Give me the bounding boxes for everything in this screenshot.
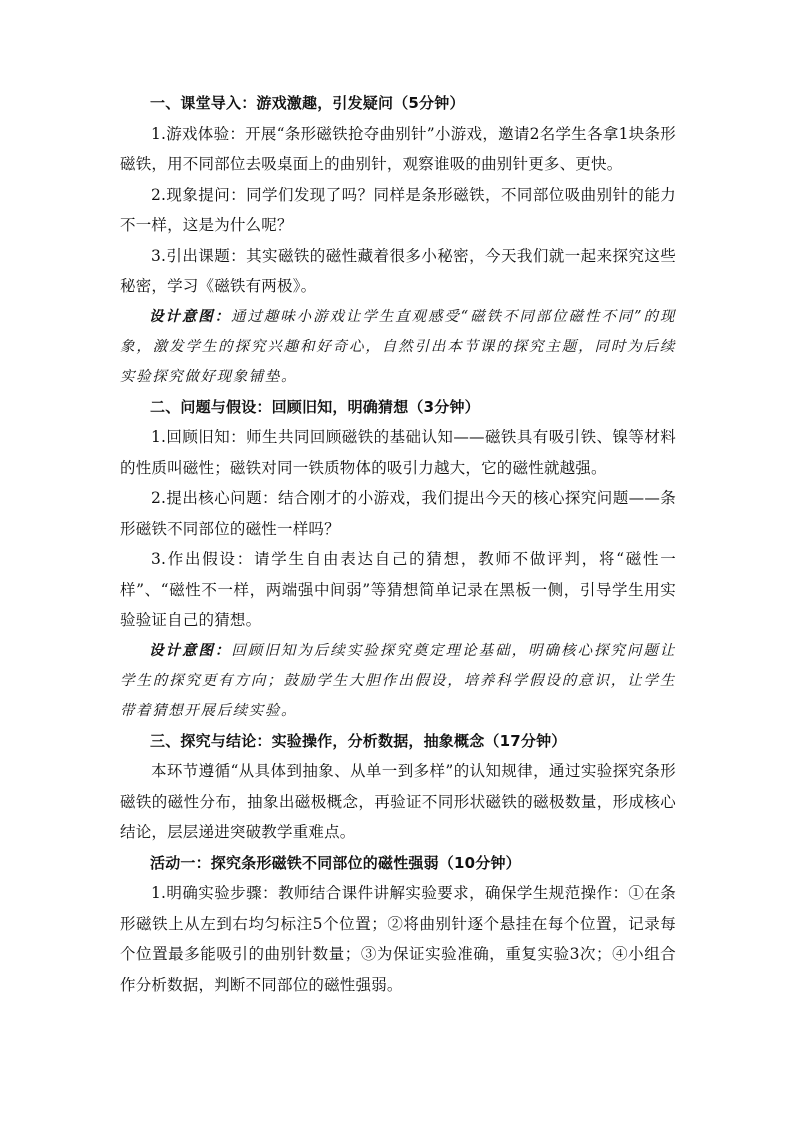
section-heading-3: 三、探究与结论：实验操作，分析数据，抽象概念（17分钟） (150, 731, 567, 750)
design-intent-label: 设计意图： (149, 641, 232, 659)
paragraph-3-1: 本环节遵循“从具体到抽象、从单一到多样”的认知规律，通过实验探究条形磁铁的磁性分布，抽象出磁极概念，再验证不同形状磁铁的磁极数量，形成核心结论，层层递进突破教学重难点。 (120, 762, 676, 841)
section-heading-1: 一、课堂导入：游戏激趣，引发疑问（5分钟） (150, 94, 465, 112)
paragraph-4-1: 1.明确实验步骤：教师结合课件讲解实验要求，确保学生规范操作：①在条形磁铁上从左到右均匀标注5个位置；②将曲别针逐个悬挂在每个位置，记录每个位置最多能吸引的曲别针数量；③为保证实验准确，重复实验3次；④小组合作分析数据，判断不同部位的磁性强弱。 (120, 884, 676, 994)
design-intent-text: 回顾旧知为后续实验探究奠定理论基础，明确核心探究问题让学生的探究更有方向；鼓励学生大胆作出假设，培养科学假设的意识，让学生带着猜想开展后续实验。 (120, 642, 676, 719)
activity-heading-1: 活动一：探究条形磁铁不同部位的磁性强弱（10分钟） (150, 853, 521, 872)
paragraph-1-1: 1.游戏体验：开展“条形磁铁抢夺曲别针”小游戏，邀请2名学生各拿1块条形磁铁，用不同部位去吸桌面上的曲别针，观察谁吸的曲别针更多、更快。 (120, 124, 676, 173)
design-intent-1 (120, 302, 676, 392)
design-intent-label: 设计意图： (149, 307, 232, 325)
design-intent-text: 通过趣味小游戏让学生直观感受“磁铁不同部位磁性不同”的现象，激发学生的探究兴趣和好奇心，自然引出本节课的探究主题，同时为后续实验探究做好现象铺垫。 (120, 308, 677, 385)
paragraph-1-3: 3.引出课题：其实磁铁的磁性藏着很多小秘密，今天我们就一起来探究这些秘密，学习《磁铁有两极》。 (120, 246, 676, 295)
section-heading-2: 二、问题与假设：回顾旧知，明确猜想（3分钟） (150, 397, 480, 416)
paragraph-1-2: 2.现象提问：同学们发现了吗？同样是条形磁铁，不同部位吸曲别针的能力不一样，这是为什么呢？ (120, 185, 676, 234)
document-body (120, 88, 676, 1000)
paragraph-2-1: 1.回顾旧知：师生共同回顾磁铁的基础认知——磁铁具有吸引铁、镍等材料的性质叫磁性；磁铁对同一铁质物体的吸引力越大，它的磁性就越强。 (120, 428, 676, 477)
design-intent-2 (120, 636, 676, 726)
paragraph-2-2: 2.提出核心问题：结合刚才的小游戏，我们提出今天的核心探究问题——条形磁铁不同部位的磁性一样吗？ (120, 489, 676, 538)
paragraph-2-3: 3.作出假设：请学生自由表达自己的猜想，教师不做评判，将“磁性一样”、“磁性不一样，两端强中间弱”等猜想简单记录在黑板一侧，引导学生用实验验证自己的猜想。 (120, 550, 676, 629)
